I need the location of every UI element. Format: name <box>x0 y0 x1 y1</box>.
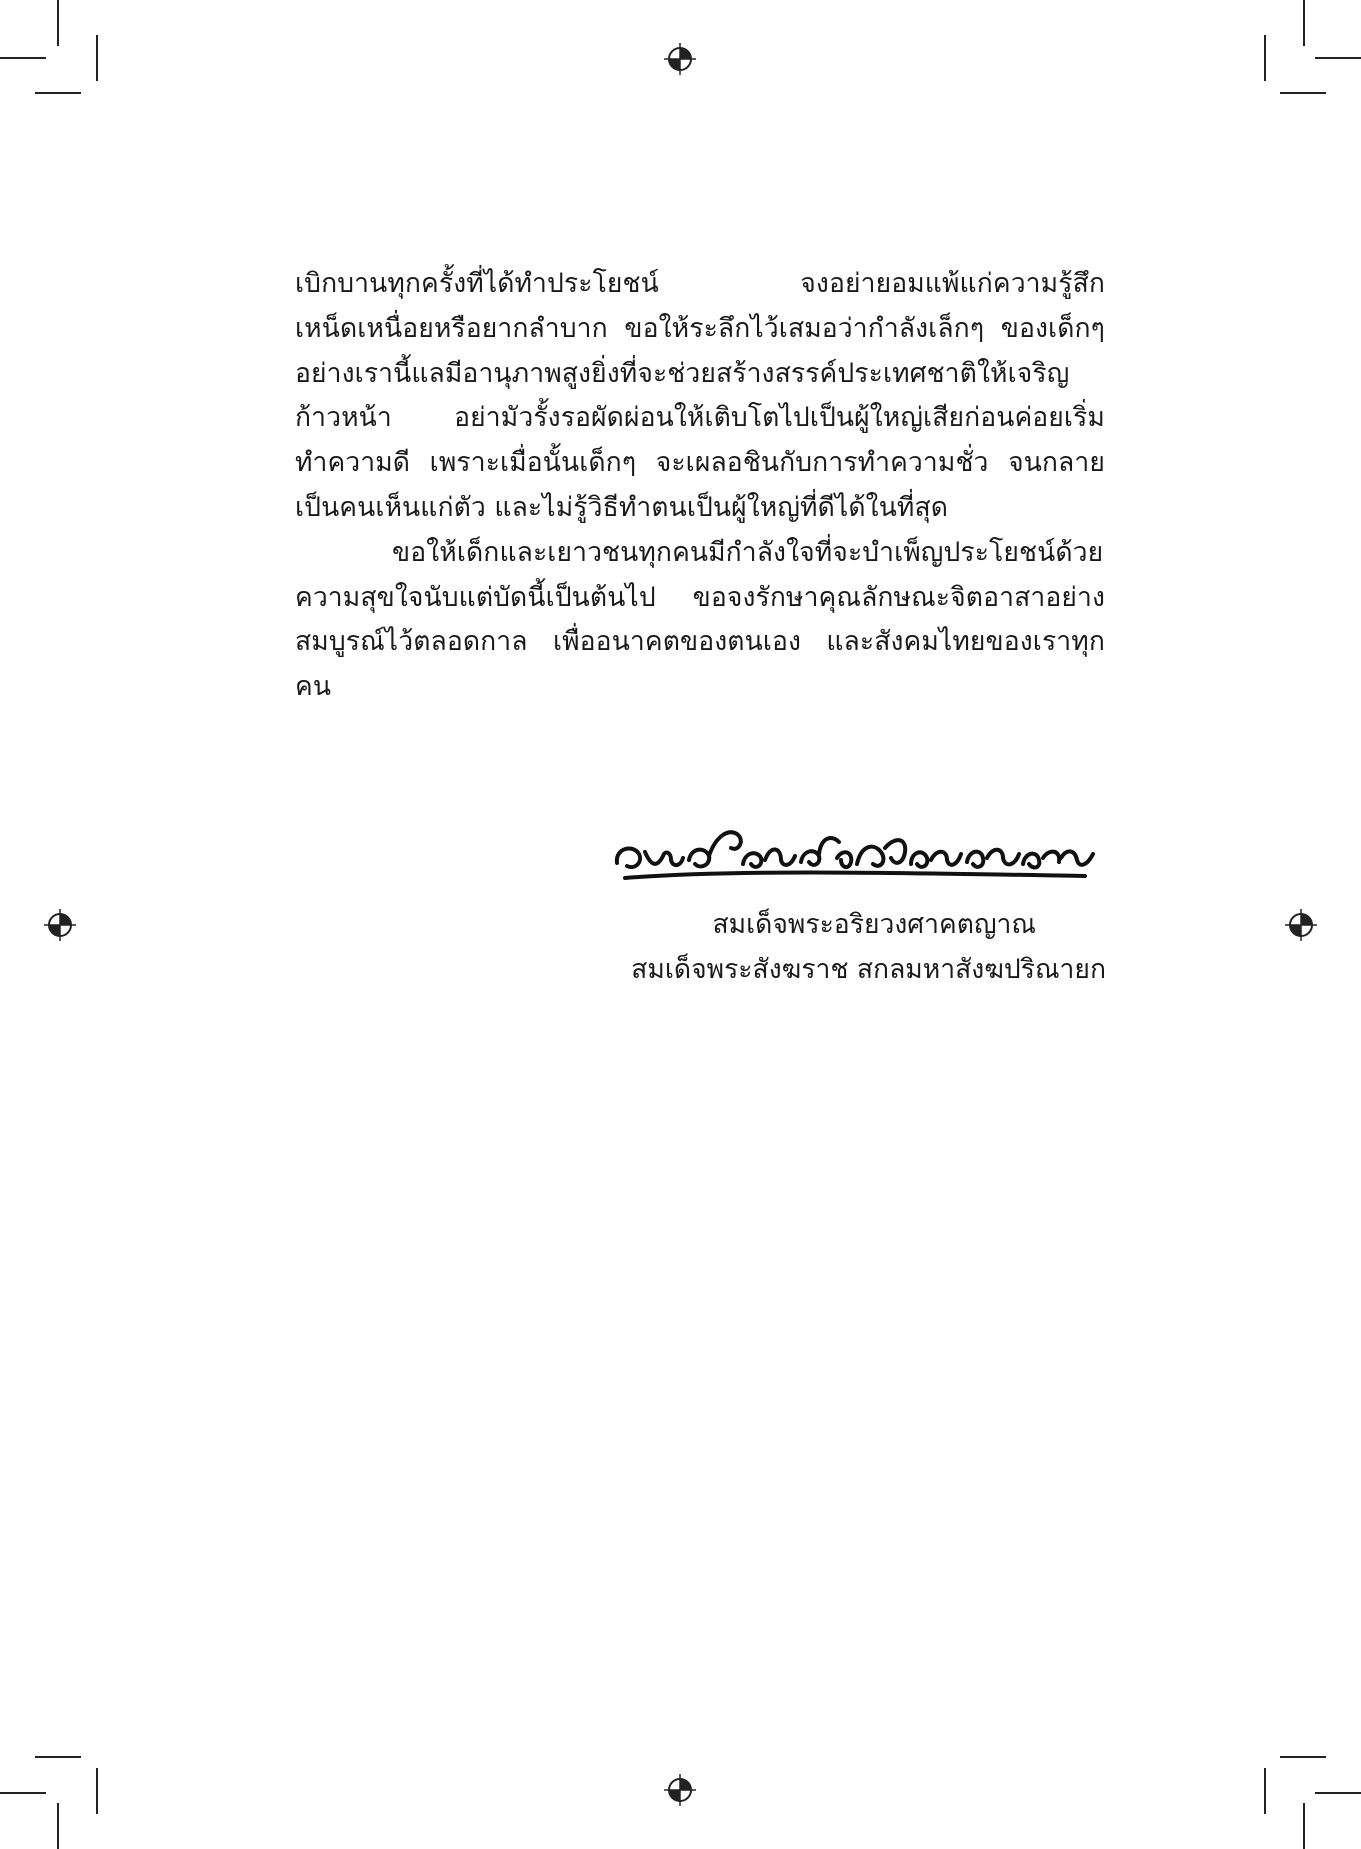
crop-mark <box>1264 1768 1266 1814</box>
crop-mark <box>0 57 46 59</box>
crop-mark <box>0 1792 46 1794</box>
crop-mark <box>57 1803 59 1849</box>
signatory-title: สมเด็จพระสังฆราช สกลมหาสังฆปริณายก <box>631 954 1106 985</box>
signature-block <box>546 902 1106 992</box>
crop-mark <box>1264 35 1266 81</box>
paragraph: เบิกบานทุกครั้งที่ได้ทำประโยชน์ จงอย่ายอมแพ้แก่ความรู้สึกเหน็ดเหนื่อยหรือยากลำบาก ขอให้ระลึกไว้เสมอว่ากำลังเล็กๆ ของเด็กๆ อย่างเรานี้แลมีอานุภาพสูงยิ่งที่จะช่วยสร้างสรรค์ประเทศชาติให้เจริญก้าวหน้า อย่ามัวรั้งรอผัดผ่อนให้เติบโตไปเป็นผู้ใหญ่เสียก่อนค่อยเริ่มทำความดี เพราะเมื่อนั้นเด็กๆ จะเผลอชินกับการทำความชั่ว จนกลายเป็นคนเห็นแก่ตัว และไม่รู้วิธีทำตนเป็นผู้ใหญ่ที่ดีได้ในที่สุด <box>295 268 1105 523</box>
crop-mark <box>1315 1792 1361 1794</box>
registration-target-icon <box>663 1773 697 1807</box>
crop-mark <box>1303 1803 1305 1849</box>
message-body <box>295 262 1105 710</box>
crop-mark <box>1280 92 1326 94</box>
crop-mark <box>1280 1756 1326 1758</box>
signatory-name: สมเด็จพระอริยวงศาคตญาณ <box>712 909 1036 940</box>
registration-target-icon <box>1284 908 1318 942</box>
crop-mark <box>96 1768 98 1814</box>
crop-mark <box>35 92 81 94</box>
crop-mark <box>96 35 98 81</box>
handwritten-signature <box>605 808 1115 898</box>
crop-mark <box>57 0 59 46</box>
registration-target-icon <box>43 908 77 942</box>
crop-mark <box>35 1756 81 1758</box>
crop-mark <box>1315 57 1361 59</box>
registration-target-icon <box>663 42 697 76</box>
paragraph: ขอให้เด็กและเยาวชนทุกคนมีกำลังใจที่จะบำเพ็ญประโยชน์ด้วยความสุขใจนับแต่บัดนี้เป็นต้นไป ขอจงรักษาคุณลักษณะจิตอาสาอย่างสมบูรณ์ไว้ตลอดกาล เพื่ออนาคตของตนเอง และสังคมไทยของเราทุกคน <box>295 536 1105 703</box>
crop-mark <box>1303 0 1305 46</box>
